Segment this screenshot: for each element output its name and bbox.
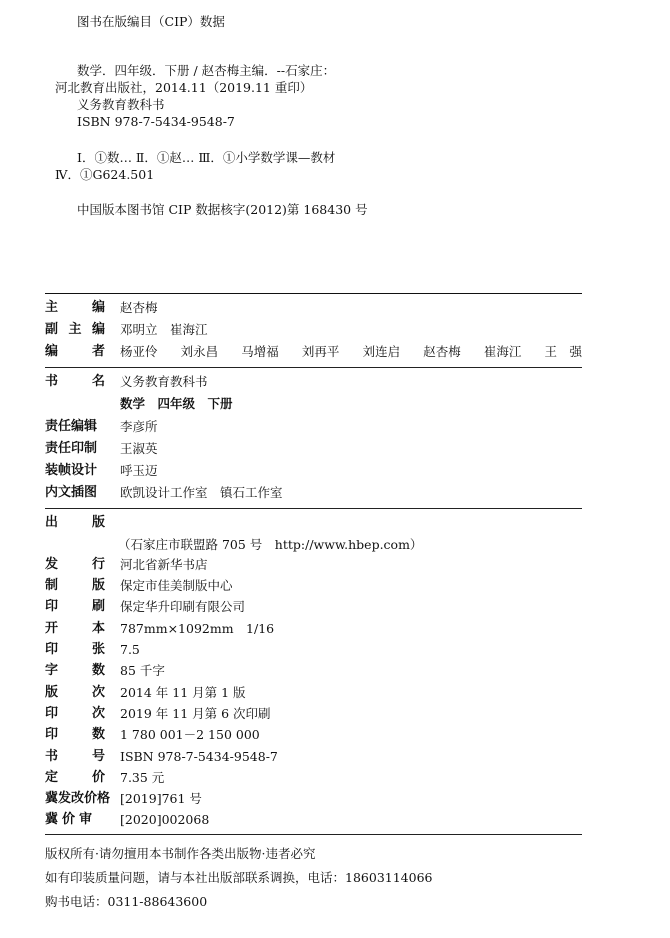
cip-line-1: 数学．四年级．下册 / 赵杏梅主编．--石家庄： — [77, 63, 336, 78]
cip-title: 图书在版编目（CIP）数据 — [77, 14, 225, 29]
editors-label — [45, 344, 105, 360]
isbn: ISBN 978-7-5434-9548-7 — [120, 749, 278, 764]
copyright-notice: 版权所有·请勿擅用本书制作各类出版物·违者必究 — [45, 846, 316, 861]
label-char: 字 — [45, 663, 59, 678]
copies-label — [45, 727, 105, 743]
label-char: 定 — [45, 770, 59, 785]
label-char: 价 — [91, 770, 105, 785]
deputy-editor-label — [45, 322, 105, 338]
price: 7.35 元 — [120, 770, 165, 785]
illus-label — [45, 485, 105, 501]
resp-editor-label — [45, 419, 105, 435]
label-char: 本 — [91, 621, 105, 636]
label-char: 版 — [91, 578, 105, 593]
book-series: 义务教育教科书 — [120, 374, 208, 389]
label-char: 行 — [91, 557, 105, 572]
label-char: 出 — [45, 515, 59, 530]
label-char: 编 — [91, 300, 105, 315]
label-char: 数 — [91, 663, 105, 678]
price-label — [45, 770, 105, 786]
label-char: 名 — [91, 374, 105, 389]
cip-line-3: 义务教育教科书 — [77, 97, 165, 112]
divider — [45, 293, 582, 294]
editor-name: 王 强 — [544, 344, 582, 359]
binding-label — [45, 463, 105, 479]
sheets: 7.5 — [120, 642, 140, 657]
edition: 2014 年 11 月第 1 版 — [120, 685, 246, 700]
illustrators: 欧凯设计工作室 镇石工作室 — [120, 485, 283, 500]
divider — [45, 508, 582, 509]
book-title-label — [45, 374, 105, 390]
binding-designer: 呼玉迈 — [120, 463, 158, 478]
format: 787mm×1092mm 1/16 — [120, 621, 275, 636]
sheets-label — [45, 642, 105, 658]
editor-name: 赵杏梅 — [423, 344, 461, 359]
editor-name: 崔海江 — [483, 344, 522, 359]
label-char: 主 — [68, 322, 82, 337]
cip-classification-1: Ⅰ．①数… Ⅱ．①赵… Ⅲ．①小学数学课—教材 — [77, 150, 336, 165]
isbn-label — [45, 749, 105, 765]
cip-verification: 中国版本图书馆 CIP 数据核字(2012)第 168430 号 — [77, 202, 368, 217]
publisher-address: （石家庄市联盟路 705 号 http://www.hbep.com） — [118, 537, 423, 552]
editor-name: 刘再平 — [301, 344, 340, 359]
editors-list — [120, 344, 582, 360]
deputy-editors: 邓明立 崔海江 — [120, 322, 208, 337]
label-char: 主 — [45, 300, 59, 315]
label-text: 责任印制 — [45, 441, 98, 456]
editor-name: 刘连启 — [362, 344, 401, 359]
label-char: 印 — [45, 727, 59, 742]
label-char: 刷 — [91, 599, 105, 614]
label-text: 装帧设计 — [45, 463, 98, 478]
format-label — [45, 621, 105, 637]
editor-name: 杨亚伶 — [120, 344, 158, 359]
label-char: 次 — [91, 685, 105, 700]
label-char: 副 — [45, 322, 59, 337]
label-char: 数 — [91, 727, 105, 742]
impression-label — [45, 706, 105, 722]
quality-notice: 如有印装质量问题，请与本社出版部联系调换，电话：18603114066 — [45, 870, 433, 885]
impression: 2019 年 11 月第 6 次印刷 — [120, 706, 271, 721]
print-label — [45, 599, 105, 615]
label-char: 张 — [91, 642, 105, 657]
label-char: 次 — [91, 706, 105, 721]
label-char: 号 — [91, 749, 105, 764]
label-char: 版 — [91, 515, 105, 530]
price-review: [2020]002068 — [120, 812, 210, 827]
label-char: 印 — [45, 706, 59, 721]
chief-editor-label — [45, 300, 105, 316]
label-char: 书 — [45, 374, 59, 389]
label-char: 版 — [45, 685, 59, 700]
label-text: 责任编辑 — [45, 419, 98, 434]
word-count: 85 千字 — [120, 663, 165, 678]
copies: 1 780 001－2 150 000 — [120, 727, 260, 742]
purchase-phone: 购书电话：0311-88643600 — [45, 894, 208, 909]
resp-print-label — [45, 441, 105, 457]
editor-name: 刘永昌 — [180, 344, 219, 359]
price-review-label: 冀价审 — [45, 812, 97, 827]
label-text: 内文插图 — [45, 485, 98, 500]
cip-line-2: 河北教育出版社，2014.11（2019.11 重印） — [55, 80, 313, 95]
distrib-label — [45, 557, 105, 573]
label-char: 印 — [45, 642, 59, 657]
price-approval: [2019]761 号 — [120, 791, 202, 806]
words-label — [45, 663, 105, 679]
cip-classification-2: Ⅳ．①G624.501 — [55, 167, 155, 182]
label-char: 书 — [45, 749, 59, 764]
editor-name: 马增福 — [241, 344, 279, 359]
chief-editor: 赵杏梅 — [120, 300, 158, 315]
label-char: 印 — [45, 599, 59, 614]
plate-maker: 保定市佳美制版中心 — [120, 578, 233, 593]
cip-isbn: ISBN 978-7-5434-9548-7 — [77, 114, 235, 129]
book-title: 数学 四年级 下册 — [120, 396, 233, 411]
label-char: 制 — [45, 578, 59, 593]
divider — [45, 834, 582, 835]
plate-label — [45, 578, 105, 594]
printer: 保定华升印刷有限公司 — [120, 599, 246, 614]
edition-label — [45, 685, 105, 701]
label-char: 发 — [45, 557, 59, 572]
price-approval-label: 冀发改价格 — [45, 791, 111, 806]
resp-print: 王淑英 — [120, 441, 158, 456]
label-char: 编 — [45, 344, 59, 359]
label-char: 者 — [91, 344, 105, 359]
label-char: 编 — [91, 322, 105, 337]
distributor: 河北省新华书店 — [120, 557, 208, 572]
publisher-label — [45, 515, 105, 531]
resp-editor: 李彦所 — [120, 419, 158, 434]
divider — [45, 367, 582, 368]
label-char: 开 — [45, 621, 59, 636]
